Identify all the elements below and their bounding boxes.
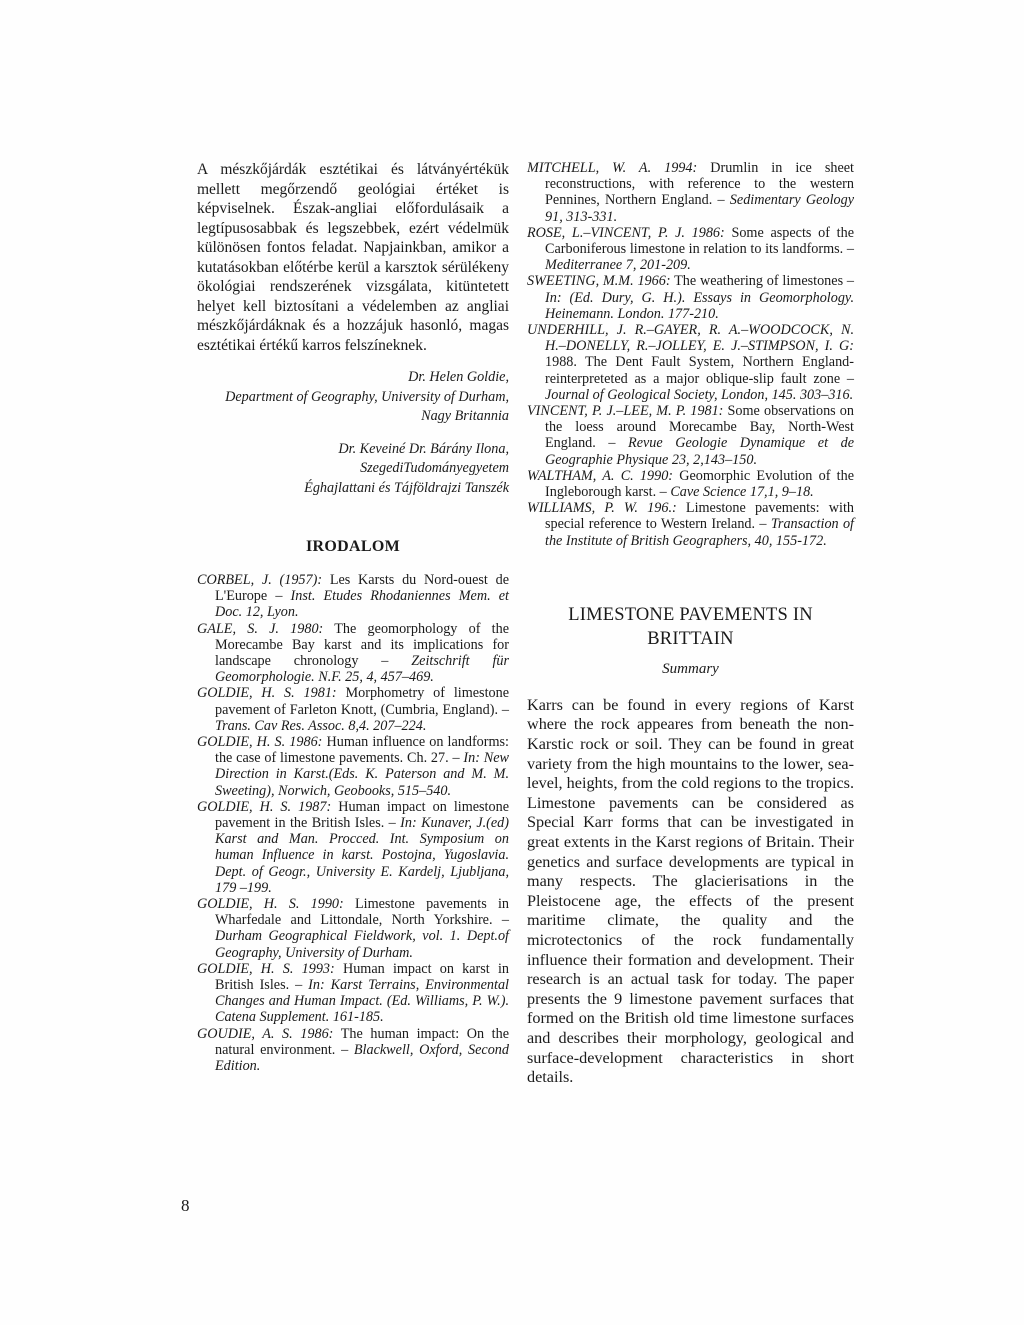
summary-label: Summary: [662, 660, 719, 677]
summary-paragraph: Karrs can be found in every regions of Karst where the rock appeares from beneath the non-Karstic rock or soil. They can be found in great variety from the high mountains to the lower, sea-level, heights, from the cold regions to the tropics. Limestone pavements can be considered as Special Karr forms that can be investigated in great extents in the Karst regions of Britain. Their genetics and surface developments are typical in many respects. The glacierisations in the Pleistocene age, the effects of the present maritime climate, the quality and the microtectonics of the rock fundamentally influence their formation and development. Their research is an actual task for today. The paper presents the 9 limestone pavement surfaces that formed on the British old time limestone surfaces and describes their morphology, geological and surface-development characteristics in short details.: [527, 695, 854, 1087]
english-title: LIMESTONE PAVEMENTS IN BRITTAIN: [568, 604, 813, 649]
reference-item: ROSE, L.–VINCENT, P. J. 1986: Some aspects of the Carboniferous limestone in relation to its landforms. – Mediterranee 7, 201-209.: [527, 224, 854, 274]
affiliation-department: Éghajlattani és Tájföldrajzi Tanszék: [304, 479, 509, 496]
reference-item: GOLDIE, H. S. 1981: Morphometry of limestone pavement of Farleton Knott, (Cumbria, England). – Trans. Cav Res. Assoc. 8,4. 207–224.: [197, 685, 509, 734]
reference-list-right: [527, 160, 854, 549]
right-column: [527, 160, 854, 1088]
reference-item: GOLDIE, H. S. 1993: Human impact on karst in British Isles. – In: Karst Terrains, Environmental Changes and Human Impact. (Ed. Williams, P. W.). Catena Supplement. 161-185.: [197, 960, 509, 1026]
reference-item: GOLDIE, H. S. 1990: Limestone pavements in Wharfedale and Littondale, North Yorkshire. – Durham Geographical Fieldwork, vol. 1. Dept.of Geography, University of Durham.: [197, 896, 509, 961]
reference-item: MITCHELL, W. A. 1994: Drumlin in ice sheet reconstructions, with reference to the western Pennines, Northern England. – Sedimentary Geology 91, 313-331.: [527, 160, 854, 225]
signature-block: [197, 368, 509, 498]
reference-item: GALE, S. J. 1980: The geomorphology of the Morecambe Bay karst and its implications for landscape chronology – Zeitschrift für Geomorphologie. N.F. 25, 4, 457–469.: [197, 620, 510, 686]
affiliation-szeged: SzegediTudományegyetem: [360, 460, 509, 476]
hungarian-paragraph: A mészkőjárdák esztétikai és látványértékük mellett megőrzendő geológiai értéket is képviselnek. Észak-angliai előfordulásaik a legtípusosabbak és legszebbek, ezért védelmük különösen fontos feladat. Napjainkban, amikor a kutatásokban előtérbe kerül a karsztok sérülékeny ökológiai rendszerének vizsgálata, kitüntetett helyet kell biztosítani a védelemben az angliai mészkőjárdáknak és a hozzájuk hasonló, magas esztétikai értékű karros felszíneknek.: [197, 161, 509, 354]
reference-item: GOUDIE, A. S. 1986: The human impact: On the natural environment. – Blackwell, Oxford, Second Edition.: [197, 1025, 510, 1075]
affiliation-country: Nagy Britannia: [421, 408, 509, 424]
references-heading: IRODALOM: [306, 538, 400, 555]
reference-item: WILLIAMS, P. W. 196.: Limestone pavements: with special reference to Western Ireland. – Transaction of the Institute of British Geographers, 40, 155-172.: [527, 500, 854, 549]
reference-item: VINCENT, P. J.–LEE, M. P. 1981: Some observations on the loess around Morecambe Bay, North-West England. – Revue Geologie Dynamique et de Geographie Physique 23, 2,143–150.: [527, 403, 854, 468]
reference-item: CORBEL, J. (1957): Les Karsts du Nord-ouest de L'Europe – Inst. Etudes Rhodaniennes Mem. et Doc. 12, Lyon.: [197, 572, 509, 621]
author-goldie: Dr. Helen Goldie,: [408, 369, 509, 385]
reference-list-left: [197, 572, 509, 1074]
left-column: [197, 160, 509, 1074]
author-barany: Dr. Keveiné Dr. Bárány Ilona,: [338, 440, 509, 457]
reference-item: GOLDIE, H. S. 1986: Human influence on landforms: the case of limestone pavements. Ch. 27. – In: New Direction in Karst.(Eds. K. Paterson and M. M. Sweeting), Norwich, Geobooks, 515–540.: [197, 734, 510, 799]
page-number: 8: [181, 1196, 190, 1215]
reference-item: SWEETING, M.M. 1966: The weathering of limestones – In: (Ed. Dury, G. H.). Essays in Geomorphology. Heinemann. London. 177-210.: [527, 273, 854, 322]
reference-item: WALTHAM, A. C. 1990: Geomorphic Evolution of the Ingleborough karst. – Cave Science 17,1, 9–18.: [527, 467, 854, 501]
reference-item: GOLDIE, H. S. 1987: Human impact on limestone pavement in the British Isles. – In: Kunaver, J.(ed) Karst and Man. Procced. Int. Symposium on human Influence in karst. Postojna, Yugoslavia. Dept. of Geogr., University E. Kardelj, Ljubljana, 179 –199.: [197, 798, 510, 896]
affiliation-durham: Department of Geography, University of Durham,: [225, 388, 509, 405]
reference-item: UNDERHILL, J. R.–GAYER, R. A.–WOODCOCK, N. H.–DONELLY, R.–JOLLEY, E. J.–STIMPSON, I. G: 1988. The Dent Fault System, Northern England-reinterpreteted as a major oblique-slip fault zone – Journal of Geological Society, London, 145. 303–316.: [527, 322, 854, 403]
